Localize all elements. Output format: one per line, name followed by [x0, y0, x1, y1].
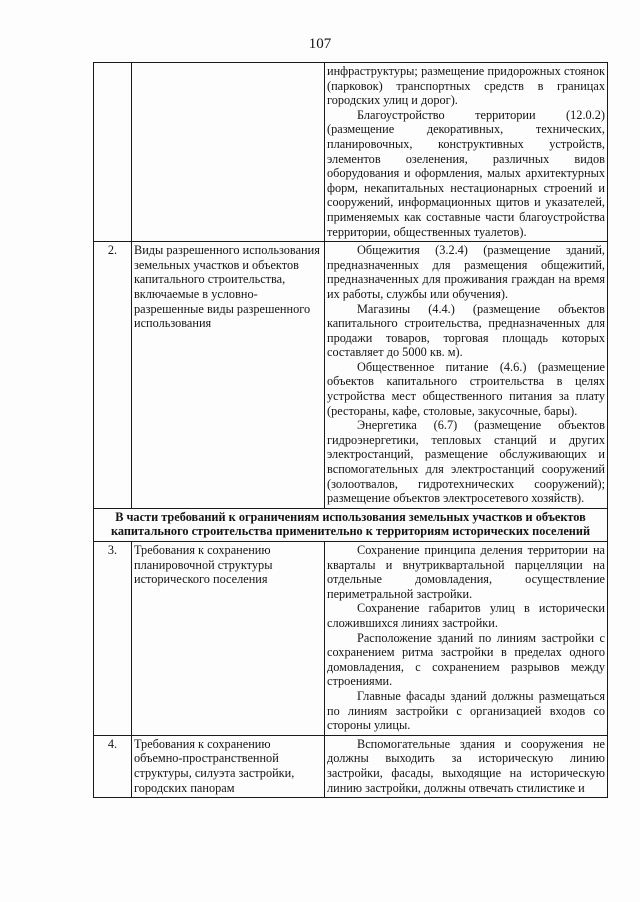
paragraph: Благоустройство территории (12.0.2) (размещение декоративных, технических, планировочных, конструктивных устройств, элементов озеленения, различных видов оборудования и оформления, малых архитектурных форм, некапитальных нестационарных строений и сооружений, информационных щитов и указателей, применяемых как составные части благоустройства территории, общественных туалетов).: [327, 107, 605, 239]
page-number: 107: [308, 36, 332, 52]
row-description: [325, 542, 608, 736]
paragraph: Общественное питание (4.6.) (размещение объектов капитального строительства в целях устройства мест общественного питания за плату (рестораны, кафе, столовые, закусочные, бары).: [327, 359, 605, 418]
row-number: [94, 63, 132, 242]
table-row: [94, 735, 608, 797]
table-row: [94, 542, 608, 736]
row-description: [325, 735, 608, 797]
row-number: 2.: [94, 242, 132, 509]
paragraph: Вспомогательные здания и сооружения не должны выходить за историческую линию застройки, фасады, выходящие на историческую линию застройки, должны отвечать стилистике и: [327, 736, 605, 795]
paragraph: Расположение зданий по линиям застройки с сохранением ритма застройки в пределах одного домовладения, с сохранением разрывов между строениями.: [327, 630, 605, 689]
row-label: Виды разрешенного использования земельных участков и объектов капитального строительства, включаемые в условно-разрешенные виды разрешенного использования: [132, 242, 325, 509]
row-label: [132, 63, 325, 242]
paragraph: Общежития (3.2.4) (размещение зданий, предназначенных для размещения общежитий, предназначенных для проживания граждан на время их работы, службы или обучения).: [327, 243, 605, 301]
table-row: [94, 242, 608, 509]
row-label: Требования к сохранению объемно-пространственной структуры, силуэта застройки, городских панорам: [132, 735, 325, 797]
paragraph: Сохранение принципа деления территории на кварталы и внутриквартальной парцелляции на отдельные домовладения, осуществление периметральной застройки.: [327, 543, 605, 601]
row-description: [325, 63, 608, 242]
row-description: [325, 242, 608, 509]
row-number: 4.: [94, 735, 132, 797]
regulations-table: [93, 62, 608, 798]
paragraph: Главные фасады зданий должны размещаться по линиям застройки с организацией входов со стороны улицы.: [327, 688, 605, 733]
paragraph: Энергетика (6.7) (размещение объектов гидроэнергетики, тепловых станций и других электростанций, размещение обслуживающих и вспомогательных для электростанций сооружений (золоотвалов, гидротехнических сооружений); размещение объектов электросетевого хозяйств).: [327, 418, 605, 506]
row-label: Требования к сохранению планировочной структуры исторического поселения: [132, 542, 325, 736]
paragraph: инфраструктуры; размещение придорожных стоянок (парковок) транспортных средств в границах городских улиц и дорог).: [327, 64, 605, 108]
section-heading-row: [94, 508, 608, 541]
section-heading: В части требований к ограничениям использования земельных участков и объектов капитального строительства применительно к территориям исторических поселений: [94, 508, 608, 541]
paragraph: Сохранение габаритов улиц в исторически сложившихся линиях застройки.: [327, 601, 605, 630]
table-row: [94, 63, 608, 242]
row-number: 3.: [94, 542, 132, 736]
paragraph: Магазины (4.4.) (размещение объектов капитального строительства, предназначенных для продажи товаров, торговая площадь которых составляет до 5000 кв. м).: [327, 301, 605, 360]
